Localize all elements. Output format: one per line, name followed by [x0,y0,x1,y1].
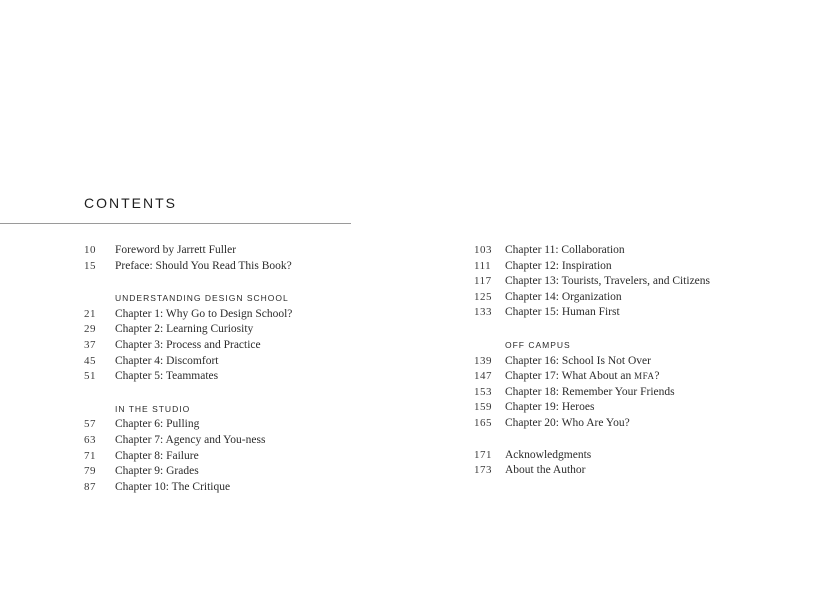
toc-entry[interactable] [474,448,794,464]
toc-entry[interactable] [474,463,794,479]
page-number: 173 [474,464,492,477]
section-heading: UNDERSTANDING DESIGN SCHOOL [115,293,289,304]
entry-title: Chapter 4: Discomfort [115,354,219,367]
toc-section [84,243,404,274]
entry-title: Chapter 10: The Critique [115,480,231,493]
toc-section [474,243,794,321]
page-number: 147 [474,370,492,383]
entry-title: Chapter 14: Organization [505,290,622,303]
entry-title: Chapter 6: Pulling [115,418,200,431]
page-number: 79 [84,465,96,478]
toc-section [474,337,794,432]
entry-title: Chapter 20: Who Are You? [505,416,630,429]
toc-entry[interactable] [474,243,794,259]
page-number: 133 [474,306,492,319]
toc-left-column [84,243,404,495]
entry-title: Chapter 19: Heroes [505,401,595,414]
entry-title: Chapter 13: Tourists, Travelers, and Citizens [505,275,711,288]
toc-entry[interactable] [474,354,794,370]
page-number: 10 [84,244,96,256]
toc-entry[interactable] [84,354,404,370]
toc-entry[interactable] [84,322,404,338]
page-number: 45 [84,354,96,367]
heading-rule [0,223,351,224]
toc-entry[interactable] [84,449,404,465]
page-number: 159 [474,401,492,414]
toc-entry[interactable] [84,480,404,496]
toc-right-column [474,243,794,479]
page-number: 117 [474,275,492,288]
entry-title: Preface: Should You Read This Book? [115,259,292,272]
toc-entry[interactable] [84,433,404,449]
section-heading: IN THE STUDIO [115,403,191,414]
page-number: 171 [474,448,492,461]
toc-entry[interactable] [474,369,794,385]
entry-title: Chapter 7: Agency and You-ness [115,433,266,446]
toc-entry[interactable] [84,464,404,480]
toc-section [84,290,404,385]
page-number: 111 [474,259,492,272]
page-number: 29 [84,323,96,336]
page-number: 103 [474,244,492,256]
page-number: 87 [84,480,96,493]
entry-title: Chapter 9: Grades [115,465,199,478]
page-number: 63 [84,433,96,446]
section-heading: OFF CAMPUS [505,339,571,350]
entry-title: Chapter 18: Remember Your Friends [505,385,675,398]
toc-entry[interactable] [84,259,404,275]
entry-title: Acknowledgments [505,448,592,461]
toc-entry[interactable] [474,259,794,275]
page-number: 165 [474,416,492,429]
toc-entry[interactable] [474,290,794,306]
page-number: 57 [84,418,96,431]
entry-title: Chapter 12: Inspiration [505,259,612,272]
toc-entry[interactable] [84,243,404,259]
entry-title: Chapter 8: Failure [115,449,199,462]
toc-entry[interactable] [474,385,794,401]
page-number: 15 [84,259,96,272]
entry-title: Chapter 2: Learning Curiosity [115,323,254,336]
toc-entry[interactable] [84,369,404,385]
toc-entry[interactable] [474,274,794,290]
toc-section [474,448,794,479]
page-number: 139 [474,354,492,367]
page-title: CONTENTS [84,195,177,211]
page-number: 37 [84,338,96,351]
entry-title: Chapter 15: Human First [505,306,620,319]
entry-title: Chapter 16: School Is Not Over [505,354,651,367]
entry-title: Foreword by Jarrett Fuller [115,244,237,256]
entry-title: About the Author [505,464,586,477]
entry-title: Chapter 3: Process and Practice [115,338,261,351]
entry-title: Chapter 1: Why Go to Design School? [115,307,293,320]
page-number: 125 [474,290,492,303]
toc-entry[interactable] [84,417,404,433]
toc-entry[interactable] [474,400,794,416]
page-number: 21 [84,307,96,320]
entry-title: Chapter 5: Teammates [115,370,219,383]
toc-entry[interactable] [84,307,404,323]
entry-title: Chapter 11: Collaboration [505,244,625,256]
entry-title: Chapter 17: What About an MFA? [505,370,660,383]
toc-entry[interactable] [474,416,794,432]
page-number: 153 [474,385,492,398]
toc-entry[interactable] [474,305,794,321]
toc-entry[interactable] [84,338,404,354]
toc-section [84,401,404,496]
page-number: 71 [84,449,96,462]
page-number: 51 [84,370,96,383]
